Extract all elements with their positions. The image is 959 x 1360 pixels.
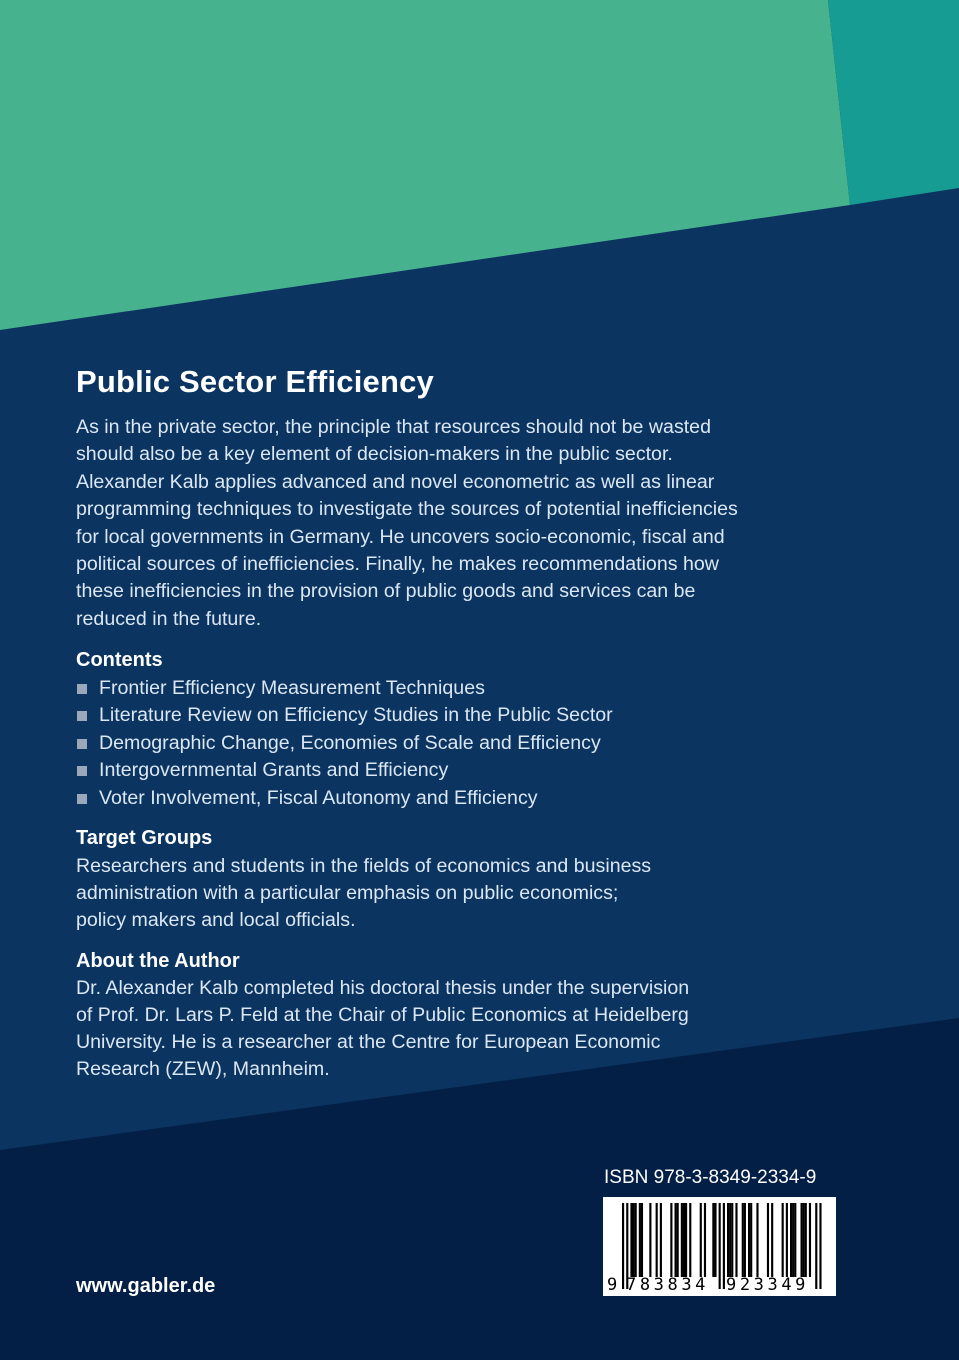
barcode-bar bbox=[675, 1203, 677, 1277]
square-bullet-icon bbox=[77, 711, 87, 721]
barcode-bar bbox=[649, 1203, 651, 1277]
barcode-bar bbox=[714, 1203, 716, 1277]
barcode-bar bbox=[803, 1203, 805, 1277]
publisher-website[interactable]: www.gabler.de bbox=[76, 1275, 216, 1297]
contents-item: Frontier Efficiency Measurement Techniques bbox=[76, 675, 613, 702]
contents-item: Voter Involvement, Fiscal Autonomy and Efficiency bbox=[76, 785, 613, 812]
barcode-bar bbox=[660, 1203, 662, 1277]
description-line: should also be a key element of decision-makers in the public sector. bbox=[76, 443, 673, 466]
barcode-bar bbox=[815, 1203, 817, 1289]
description-line: programming techniques to investigate the sources of potential inefficiencies bbox=[76, 498, 738, 521]
barcode-bar bbox=[681, 1203, 683, 1277]
square-bullet-icon bbox=[77, 684, 87, 694]
barcode-bar bbox=[809, 1203, 811, 1277]
contents-item: Intergovernmental Grants and Efficiency bbox=[76, 757, 613, 784]
barcode-bar bbox=[801, 1203, 803, 1277]
barcode-bar bbox=[756, 1203, 758, 1277]
barcode-bar bbox=[670, 1203, 672, 1277]
barcode-bar bbox=[633, 1203, 635, 1277]
barcode-digit-group: 923349 bbox=[726, 1275, 810, 1295]
barcode-bar bbox=[731, 1203, 733, 1277]
barcode-bar bbox=[729, 1203, 731, 1277]
barcode-bar bbox=[744, 1203, 746, 1277]
isbn-label: ISBN 978-3-8349-2334-9 bbox=[604, 1167, 817, 1188]
square-bullet-icon bbox=[77, 739, 87, 749]
target-groups-line: administration with a particular emphasis on public economics; bbox=[76, 882, 619, 904]
barcode-bar bbox=[704, 1203, 706, 1277]
barcode-bar bbox=[622, 1203, 624, 1289]
about-author-text bbox=[76, 975, 689, 1083]
description-line: reduced in the future. bbox=[76, 607, 262, 630]
barcode-bar bbox=[794, 1203, 796, 1277]
target-groups-text bbox=[76, 853, 651, 934]
barcode-bar bbox=[635, 1203, 637, 1277]
about-author-heading: About the Author bbox=[76, 950, 240, 972]
teal-panel bbox=[828, 0, 959, 205]
barcode-bar bbox=[742, 1203, 744, 1277]
description-line: these inefficiencies in the provision of public goods and services can be bbox=[76, 580, 696, 603]
barcode-bar bbox=[771, 1203, 773, 1277]
description bbox=[76, 414, 846, 633]
barcode-digit-group: 9 bbox=[607, 1275, 618, 1295]
description-line: As in the private sector, the principle that resources should not be wasted bbox=[76, 416, 711, 438]
description-line: for local governments in Germany. He uncovers socio-economic, fiscal and bbox=[76, 525, 725, 548]
barcode-bar bbox=[819, 1203, 821, 1289]
barcode-bar bbox=[683, 1203, 685, 1277]
barcode-bar bbox=[782, 1203, 784, 1277]
barcode-bar bbox=[792, 1203, 794, 1277]
square-bullet-icon bbox=[77, 766, 87, 776]
about-author-line: Dr. Alexander Kalb completed his doctoral thesis under the supervision bbox=[76, 977, 690, 999]
barcode-bar bbox=[727, 1203, 729, 1277]
book-title: Public Sector Efficiency bbox=[76, 364, 434, 399]
description-line: political sources of inefficiencies. Finally, he makes recommendations how bbox=[76, 553, 719, 576]
barcode-bar bbox=[723, 1203, 725, 1289]
barcode-bar bbox=[786, 1203, 788, 1277]
about-author-line: of Prof. Dr. Lars P. Feld at the Chair of Public Economics at Heidelberg bbox=[76, 1004, 689, 1026]
barcode-bar bbox=[641, 1203, 643, 1277]
barcode-bar bbox=[735, 1203, 737, 1277]
target-groups-line: policy makers and local officials. bbox=[76, 909, 356, 931]
about-author-line: Research (ZEW), Mannheim. bbox=[76, 1058, 330, 1080]
barcode-bar bbox=[712, 1203, 714, 1277]
barcode-bar bbox=[767, 1203, 769, 1277]
barcode bbox=[603, 1197, 836, 1296]
barcode-bar bbox=[656, 1203, 658, 1277]
target-groups-line: Researchers and students in the fields of economics and business bbox=[76, 855, 652, 877]
target-groups-heading: Target Groups bbox=[76, 827, 213, 849]
barcode-bar bbox=[790, 1203, 792, 1277]
barcode-bar bbox=[689, 1203, 691, 1277]
contents-heading: Contents bbox=[76, 649, 163, 671]
barcode-bar bbox=[805, 1203, 807, 1277]
barcode-bar bbox=[748, 1203, 750, 1277]
barcode-bar bbox=[700, 1203, 702, 1277]
description-line: Alexander Kalb applies advanced and novel econometric as well as linear bbox=[76, 470, 715, 493]
barcode-bar bbox=[630, 1203, 632, 1277]
contents-item: Literature Review on Efficiency Studies in the Public Sector bbox=[76, 702, 613, 729]
contents-item: Demographic Change, Economies of Scale and Efficiency bbox=[76, 730, 613, 757]
barcode-bar bbox=[750, 1203, 752, 1277]
barcode-bar bbox=[685, 1203, 687, 1277]
square-bullet-icon bbox=[77, 794, 87, 804]
barcode-bar bbox=[677, 1203, 679, 1277]
barcode-bar bbox=[719, 1203, 721, 1289]
about-author-line: University. He is a researcher at the Centre for European Economic bbox=[76, 1031, 661, 1053]
contents-list bbox=[76, 675, 613, 812]
barcode-digit-group: 783834 bbox=[626, 1275, 710, 1295]
barcode-bar bbox=[639, 1203, 641, 1277]
